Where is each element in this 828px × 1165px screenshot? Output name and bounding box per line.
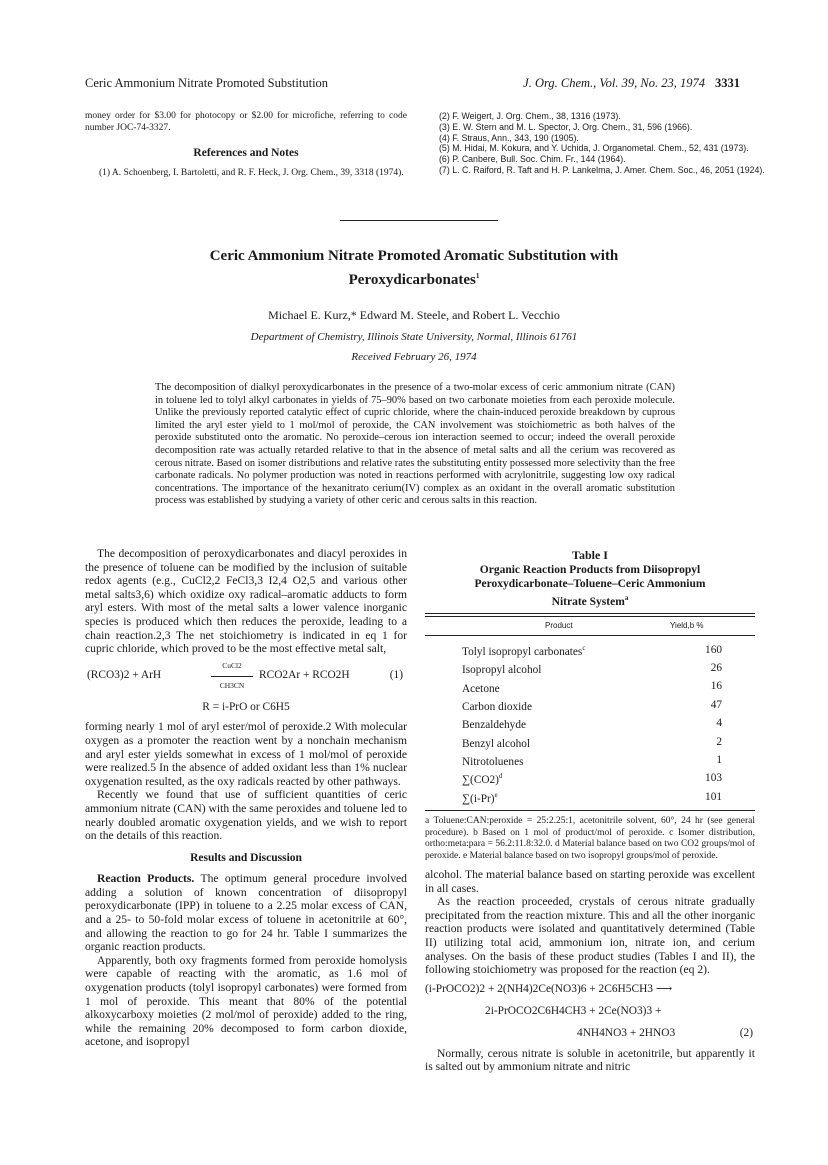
yield-cell: 1 <box>716 753 722 766</box>
product-cell: $\sum(i-Pr)^e$ <box>462 790 498 805</box>
product-cell: Tolyl isopropyl carbonates$^c$ <box>462 643 586 658</box>
yield-cell: 16 <box>710 680 722 693</box>
eq1-products: RCO2Ar + RCO2H <box>259 668 350 681</box>
table-row <box>462 714 722 732</box>
previous-article-tail <box>85 111 407 179</box>
article-title-line1: Ceric Ammonium Nitrate Promoted Aromatic Substitution with <box>209 248 619 264</box>
right-body-column <box>425 868 755 1074</box>
author-list: Michael E. Kurz,* Edward M. Steele, and Robert L. Vecchio <box>268 308 560 322</box>
eq1-arrow <box>211 676 253 677</box>
reference-list-left <box>85 168 407 180</box>
references-heading: References and Notes <box>193 147 299 159</box>
title-footnote-mark: 1 <box>475 272 480 280</box>
reference-item: (2) F. Weigert, J. Org. Chem., 38, 1316 (1973). <box>439 111 621 121</box>
microfiche-order-text: money order for $3.00 for photocopy or $2.00 for microfiche, referring to code number JOC-74-3327. <box>85 111 407 133</box>
reference-item: (4) F. Straus, Ann., 343, 190 (1905). <box>439 132 579 143</box>
eq2-products-line2: 4NH4NO3 + 2HNO3 <box>577 1026 676 1039</box>
table-row <box>462 788 722 806</box>
product-cell: Nitrotoluenes <box>462 755 524 768</box>
yield-cell: 2 <box>716 735 722 748</box>
column-header-yield: Yield,b % <box>670 620 704 630</box>
reference-list-right <box>425 111 769 176</box>
run-in-heading: Reaction Products. <box>97 872 195 886</box>
equation-1 <box>85 659 407 701</box>
table-1 <box>425 548 755 862</box>
running-header-title: Ceric Ammonium Nitrate Promoted Substitution <box>85 76 329 90</box>
table-row <box>462 659 722 677</box>
yield-cell: 103 <box>705 772 722 785</box>
page-number: 3331 <box>715 76 740 90</box>
affiliation: Department of Chemistry, Illinois State University, Normal, Illinois 61761 <box>250 331 578 343</box>
paragraph: Recently we found that use of sufficient quantities of ceric ammonium nitrate (CAN) with the same peroxides and toluene led to nearly doubled aromatic oxygenation yields, and we wish to report on the details of this reaction. <box>85 788 407 843</box>
product-cell: Benzyl alcohol <box>462 737 531 750</box>
article-title <box>0 246 828 290</box>
eq1-solvent: CH3CN <box>219 680 245 690</box>
paragraph: Reaction Products. The optimum general procedure involved adding a solution of known concentration of diisopropyl peroxydicarbonate (IPP) in toluene to a 2.25 molar excess of CAN, and a 25- to 50-fold molar excess of toluene in acetonitrile at 60°, and allowing the reaction to go for 24 hr. Table I summarizes the organic reaction products. <box>85 872 407 954</box>
table-row <box>462 696 722 714</box>
column-header-product: Product <box>545 620 573 630</box>
table-row <box>462 769 722 787</box>
reference-item: (5) M. Hidai, M. Kokura, and Y. Uchida, J. Organometal. Chem., 52, 431 (1973). <box>439 143 749 154</box>
paragraph: Apparently, both oxy fragments formed from peroxide homolysis were capable of reacting with the aromatic, as 1.6 mol of oxygenation products (tolyl isopropyl carbonates) were formed from 1 mol of peroxide. This meant that 80% of the potential alkoxycarboxy moieties (2 mol/mol of peroxide) added to the ring, while the remaining 20% decomposed to form carbon dioxide, acetone, and isopropyl <box>85 953 407 1049</box>
product-cell: Benzaldehyde <box>462 719 526 732</box>
paragraph: As the reaction proceeded, crystals of cerous nitrate gradually precipitated from the reaction mixture. This and all the other inorganic reaction products were isolated and quantitatively determined (Table II) utilizing total acid, ammonium ion, nitrate ion, and cerium analyses. On the basis of these product studies (Tables I and II), the following stoichiometry was proposed for the reaction (eq 2). <box>425 895 755 977</box>
received-date: Received February 26, 1974 <box>351 351 477 363</box>
article-title-line2: Peroxydicarbonates$^1$ <box>348 272 480 288</box>
equation-2 <box>425 983 755 1047</box>
table-row <box>462 678 722 696</box>
reference-item: (6) P. Canbere, Bull. Soc. Chim. Fr., 144 (1964). <box>439 154 626 165</box>
running-header-journal <box>523 76 740 91</box>
table-row <box>462 733 722 751</box>
journal-citation: J. Org. Chem., Vol. 39, No. 23, 1974 <box>523 76 705 90</box>
yield-cell: 160 <box>705 643 722 656</box>
table-header-row <box>425 617 755 635</box>
eq1-definition: R = i-PrO or C6H5 <box>202 700 290 713</box>
eq2-reactants: (i-PrOCO2)2 + 2(NH4)2Ce(NO3)6 + 2C6H5CH3 ⟶ <box>425 982 673 995</box>
table-row <box>462 751 722 769</box>
reference-item: (3) E. W. Stern and M. L. Spector, J. Org. Chem., 31, 596 (1966). <box>439 121 693 132</box>
table-caption: Organic Reaction Products from Diisopropyl Peroxydicarbonate–Toluene–Ceric Ammonium Nitrate System$^a$ <box>474 564 706 608</box>
paragraph: The decomposition of peroxydicarbonates and diacyl peroxides in the presence of toluene can be modified by the inclusion of suitable redox agents (e.g., CuCl2,2 FeCl3,3 I2,4 O2,5 and various other metal salts3,6) which oxidize oxy radical–aromatic adducts to form aryl esters. With most of the metal salts a lower valence inorganic species is produced which then reduces the peroxide, leading to a chain reaction.2,3 The net stoichiometry is indicated in eq 1 for cupric chloride, which proved to be the most effective metal salt, <box>85 547 407 656</box>
yield-cell: 26 <box>710 662 722 675</box>
product-cell: Carbon dioxide <box>462 700 532 713</box>
eq1-reactants: (RCO3)2 + ArH <box>87 668 162 681</box>
eq2-products-line1: 2i-PrOCO2C6H4CH3 + 2Ce(NO3)3 + <box>485 1004 662 1017</box>
eq1-number: (1) <box>389 668 403 681</box>
yield-cell: 4 <box>716 717 722 730</box>
eq2-number: (2) <box>739 1026 753 1039</box>
table-row <box>462 641 722 659</box>
product-cell: Isopropyl alcohol <box>462 663 542 676</box>
section-heading-results: Results and Discussion <box>190 851 302 864</box>
table-footnotes: a Toluene:CAN:peroxide = 25:2.25:1, acetonitrile solvent, 60°, 24 hr (see general procedure). b Based on 1 mol of product/mol of peroxide. c Isomer distribution, ortho:meta:para = 56.2:11.8:32.0. d Material balance based on two CO2 groups/mol of peroxide. e Material balance based on two isopropyl groups/mol of peroxide. <box>425 816 755 861</box>
table-label: Table I <box>572 548 608 562</box>
paragraph: alcohol. The material balance based on starting peroxide was excellent in all cases. <box>425 868 755 895</box>
reference-item: (7) L. C. Raiford, R. Taft and H. P. Lankelma, J. Amer. Chem. Soc., 46, 2051 (1924). <box>439 164 765 175</box>
yield-cell: 101 <box>705 790 722 803</box>
abstract: The decomposition of dialkyl peroxydicarbonates in the presence of a two-molar excess of ceric ammonium nitrate (CAN) in toluene led to tolyl alkyl carbonates in yields of 75–90% based on two carbonate moieties from each peroxide molecule. Unlike the previously reported catalytic effect of cupric chloride, where the chain-induced peroxide breakdown by cuprous limited the aryl ester yield to 1 mol/mol of peroxide, the CAN involvement was stoichiometric as both halves of the peroxide substituted onto the aromatic. No peroxide–cerous ion interaction seemed to occur; indeed the overall peroxide decomposition rate was actually retarded relative to that in the absence of metal salts and all the cerium was recovered as cerous nitrate. Based on isomer distributions and relative rates the substituting entity possessed more selectivity than the free carbonate radicals. No polymer production was noted in reactions performed with acrylonitrile, suggesting low oxy radical concentrations. The importance of the hexanitrato cerium(IV) complex as an oxidant in the overall aromatic substitution process was established by studying a variety of other ceric and cerous salts in this reaction. <box>155 382 675 507</box>
paragraph: forming nearly 1 mol of aryl ester/mol of peroxide.2 With molecular oxygen as a promoter the reaction went by a nonchain mechanism and aryl ester yields somewhat in excess of 1 mol/mol of peroxide were realized.5 In the absence of added oxidant less than 1% nuclear oxygenation resulted, as the oxy radicals reacted by other pathways. <box>85 720 407 788</box>
article-separator-rule <box>340 220 498 221</box>
paragraph: Normally, cerous nitrate is soluble in acetonitrile, but apparently it is salted out by ammonium nitrate and nitric <box>425 1046 755 1074</box>
reference-item: (1) A. Schoenberg, I. Bartoletti, and R. F. Heck, J. Org. Chem., 39, 3318 (1974). <box>99 167 404 178</box>
product-cell: $\sum(CO2)^d$ <box>462 772 503 787</box>
yield-cell: 47 <box>710 698 722 711</box>
table-body <box>462 641 722 806</box>
product-cell: Acetone <box>462 682 500 695</box>
eq1-catalyst: CuCl2 <box>222 660 242 670</box>
left-body-column <box>85 547 407 1049</box>
